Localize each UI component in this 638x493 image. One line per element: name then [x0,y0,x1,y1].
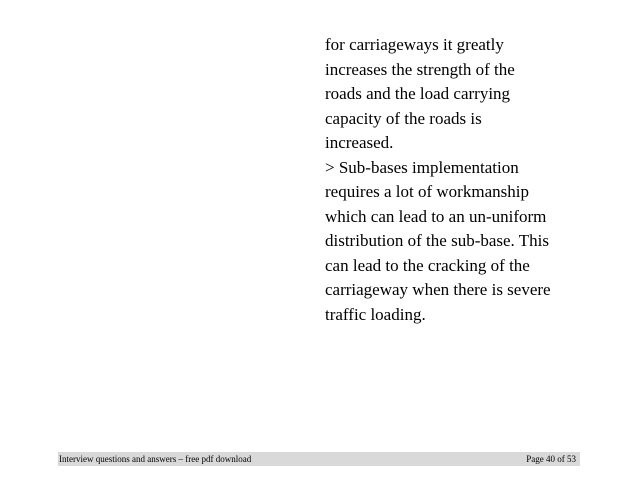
body-line: requires a lot of workmanship [325,182,529,201]
page-footer [58,452,580,466]
body-line: distribution of the sub-base. This [325,231,549,250]
footer-title: Interview questions and answers – free pdf download [59,454,252,464]
body-line: traffic loading. [325,304,426,324]
body-line: increases the strength of the [325,59,515,79]
body-line: > Sub-bases implementation [325,157,519,177]
page-number: Page 40 of 53 [526,454,576,464]
body-line: for carriageways it greatly [325,35,504,54]
body-line: roads and the load carrying [325,84,511,103]
body-line: increased. [325,133,394,152]
body-line: can lead to the cracking of the [325,255,530,275]
body-line: carriageway when there is severe [325,280,551,299]
body-line: capacity of the roads is [325,108,482,128]
body-line: which can lead to an un-uniform [325,206,547,226]
body-text [325,33,615,327]
